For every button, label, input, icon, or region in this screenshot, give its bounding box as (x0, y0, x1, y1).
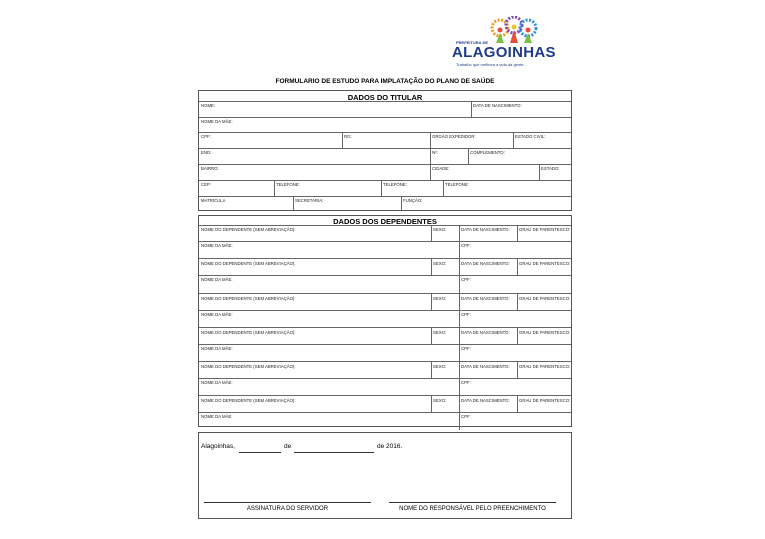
logo-prefix: PREFEITURA DE (456, 40, 489, 45)
divider (431, 362, 432, 378)
divider (199, 412, 571, 413)
servidor-signature-label: ASSINATURA DO SERVIDOR (246, 506, 329, 512)
dependente-sexo-label: SEXO: (433, 330, 447, 335)
dependente-nascimento-label: DATA DE NASCIMENTO: (461, 398, 510, 403)
dependente-sexo-label: SEXO: (433, 364, 447, 369)
responsavel-signature-label: NOME DO RESPONSÁVEL PELO PREENCHIMENTO (399, 506, 546, 512)
divider (517, 259, 518, 275)
titular-cep-label: CEP: (201, 182, 212, 187)
titular-rg-label: RG: (344, 134, 352, 139)
dependente-mae-label: NOME DA MÃE: (201, 243, 233, 248)
divider (401, 196, 402, 210)
dependentes-section (198, 215, 572, 427)
titular-telefone2-label: TELEFONE: (383, 182, 407, 187)
divider (199, 361, 571, 362)
dependentes-heading: DADOS DOS DEPENDENTES (333, 217, 437, 226)
divider (199, 164, 571, 165)
dependente-nascimento-label: DATA DE NASCIMENTO: (461, 364, 510, 369)
titular-numero-label: Nº: (432, 150, 438, 155)
divider (199, 101, 571, 102)
divider (513, 132, 514, 148)
dependente-grau-label: GRAU DE PARENTESCO: (519, 364, 571, 369)
divider (517, 396, 518, 412)
titular-telefone1-label: TELEFONE: (276, 182, 300, 187)
dependente-cpf-label: CPF: (461, 277, 471, 282)
dependente-nome-label: NOME DO DEPENDENTE (SEM ABREVIAÇÃO): (201, 364, 296, 369)
divider (199, 180, 571, 181)
dependente-nascimento-label: DATA DE NASCIMENTO: (461, 330, 510, 335)
divider (381, 180, 382, 196)
divider (199, 395, 571, 396)
divider (431, 225, 432, 241)
divider (459, 362, 460, 396)
dependente-nome-label: NOME DO DEPENDENTE (SEM ABREVIAÇÃO): (201, 261, 296, 266)
dependente-cpf-label: CPF: (461, 243, 471, 248)
divider (293, 196, 294, 210)
titular-estado-label: ESTADO: (541, 166, 560, 171)
divider (539, 164, 540, 180)
dependente-mae-label: NOME DA MÃE: (201, 346, 233, 351)
dependente-sexo-label: SEXO: (433, 296, 447, 301)
divider (199, 148, 571, 149)
divider (199, 225, 571, 226)
divider (430, 132, 431, 148)
dependente-nome-label: NOME DO DEPENDENTE (SEM ABREVIAÇÃO): (201, 330, 296, 335)
divider (199, 132, 571, 133)
titular-cidade-label: CIDADE: (432, 166, 450, 171)
divider (430, 148, 431, 164)
titular-section (198, 90, 572, 211)
divider (517, 328, 518, 344)
titular-funcao-label: FUNÇÃO: (403, 198, 423, 203)
divider (459, 328, 460, 362)
year-label: de 2016. (377, 443, 403, 450)
divider (431, 294, 432, 310)
dependente-sexo-label: SEXO: (433, 227, 447, 232)
divider (199, 327, 571, 328)
divider (199, 258, 571, 259)
dependente-cpf-label: CPF: (461, 346, 471, 351)
dependente-mae-label: NOME DA MÃE: (201, 380, 233, 385)
titular-nascimento-label: DATA DE NASCIMENTO: (473, 103, 522, 108)
dependente-mae-label: NOME DA MÃE: (201, 277, 233, 282)
divider (199, 293, 571, 294)
titular-orgao-label: ORGÃO EXPEDIDOR: (432, 134, 476, 139)
signature-section (198, 432, 572, 519)
servidor-signature-line (204, 502, 371, 503)
titular-estado-civil-label: ESTADO CIVIL: (515, 134, 546, 139)
divider (431, 396, 432, 412)
dependente-nome-label: NOME DO DEPENDENTE (SEM ABREVIAÇÃO): (201, 227, 296, 232)
titular-matricula-label: MATRICULA (201, 198, 226, 203)
month-blank-line (294, 452, 374, 453)
divider (199, 378, 571, 379)
dependente-nascimento-label: DATA DE NASCIMENTO: (461, 227, 510, 232)
divider (199, 275, 571, 276)
divider (459, 225, 460, 259)
dependente-nascimento-label: DATA DE NASCIMENTO: (461, 296, 510, 301)
dependente-grau-label: GRAU DE PARENTESCO: (519, 227, 571, 232)
titular-heading: DADOS DO TITULAR (347, 93, 423, 102)
dependente-grau-label: GRAU DE PARENTESCO: (519, 330, 571, 335)
dependente-sexo-label: SEXO: (433, 261, 447, 266)
dependente-cpf-label: CPF: (461, 414, 471, 419)
titular-mae-label: NOME DA MÃE: (201, 119, 233, 124)
document-title: FORMULARIO DE ESTUDO PARA IMPLATAÇÃO DO PLANO DE SAÚDE (275, 78, 495, 85)
divider (431, 259, 432, 275)
divider (430, 164, 431, 180)
titular-cpf-label: CPF: (201, 134, 211, 139)
divider (471, 101, 472, 117)
dependente-mae-label: NOME DA MÃE: (201, 414, 233, 419)
city-label: Alagoinhas, (201, 443, 235, 450)
divider (517, 225, 518, 241)
dependente-sexo-label: SEXO: (433, 398, 447, 403)
titular-nome-label: NOME: (201, 103, 216, 108)
divider (459, 294, 460, 328)
titular-complemento-label: COMPLEMENTO: (470, 150, 505, 155)
dependente-nome-label: NOME DO DEPENDENTE (SEM ABREVIAÇÃO): (201, 398, 296, 403)
dependente-cpf-label: CPF: (461, 380, 471, 385)
divider (517, 362, 518, 378)
logo-tagline: Trabalho que melhora a vida da gente. (456, 62, 525, 67)
prefeitura-logo (452, 16, 562, 72)
de-label: de (284, 443, 292, 450)
divider (274, 180, 275, 196)
divider (199, 241, 571, 242)
divider (459, 396, 460, 430)
dependente-cpf-label: CPF: (461, 312, 471, 317)
titular-bairro-label: BAIRRO: (201, 166, 219, 171)
dependente-mae-label: NOME DA MÃE: (201, 312, 233, 317)
dependente-grau-label: GRAU DE PARENTESCO: (519, 261, 571, 266)
divider (199, 344, 571, 345)
divider (199, 117, 571, 118)
titular-end-label: END: (201, 150, 212, 155)
dependente-grau-label: GRAU DE PARENTESCO: (519, 398, 571, 403)
logo-name: ALAGOINHAS (452, 44, 556, 61)
dependente-grau-label: GRAU DE PARENTESCO: (519, 296, 571, 301)
divider (199, 310, 571, 311)
dependente-nascimento-label: DATA DE NASCIMENTO: (461, 261, 510, 266)
divider (468, 148, 469, 164)
divider (199, 196, 571, 197)
responsavel-signature-line (389, 502, 556, 503)
divider (431, 328, 432, 344)
divider (443, 180, 444, 196)
dependente-nome-label: NOME DO DEPENDENTE (SEM ABREVIAÇÃO): (201, 296, 296, 301)
day-blank-line (239, 452, 281, 453)
divider (342, 132, 343, 148)
divider (517, 294, 518, 310)
titular-telefone3-label: TELEFONE: (445, 182, 469, 187)
titular-secretaria-label: SECRETARIA: (295, 198, 324, 203)
divider (459, 259, 460, 293)
